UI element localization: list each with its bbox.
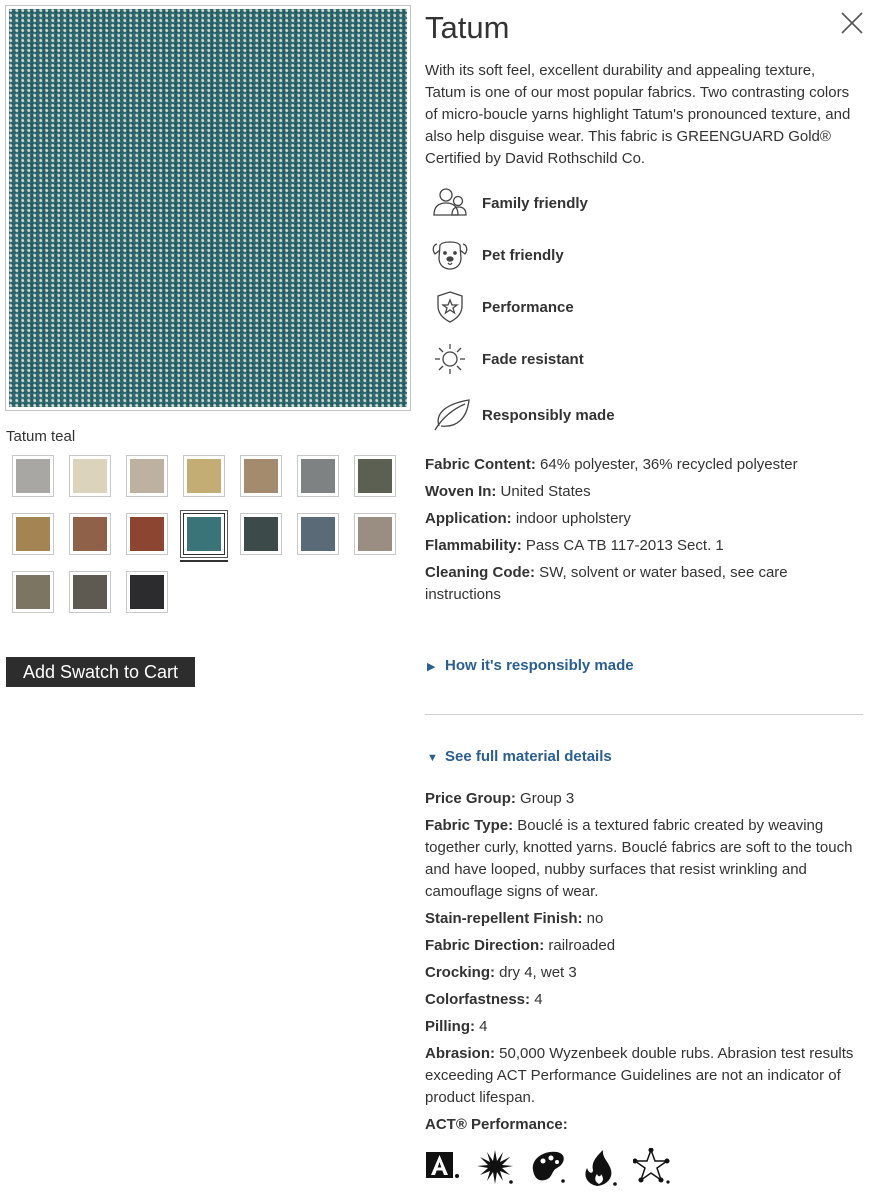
swatch-color: [130, 459, 164, 493]
main-fabric-image: [5, 5, 411, 411]
act-colorfastness-wet-icon: [529, 1148, 567, 1188]
swatch-color: [16, 575, 50, 609]
feature-label: Responsibly made: [482, 407, 615, 424]
selected-swatch-frame: [180, 510, 228, 558]
detail-price-group: Price Group: Group 3: [425, 790, 575, 807]
product-title: Tatum: [425, 10, 510, 45]
swatch-color: [16, 459, 50, 493]
swatch-color: [301, 517, 335, 551]
detail-stain-repellent: Stain-repellent Finish: no: [425, 910, 604, 927]
swatch-color: [244, 459, 278, 493]
feature-performance: [425, 286, 825, 326]
color-swatch[interactable]: [69, 513, 111, 555]
caret-right-icon: ▶: [427, 661, 436, 673]
leaf-icon: [431, 398, 469, 432]
color-swatch[interactable]: [69, 571, 111, 613]
detail-fabric-direction: Fabric Direction: railroaded: [425, 937, 616, 954]
swatch-color: [16, 517, 50, 551]
swatch-color: [130, 517, 164, 551]
swatch-color: [244, 517, 278, 551]
spec-woven-in: Woven In: United States: [425, 483, 591, 500]
act-colorfastness-light-icon: [477, 1148, 515, 1188]
detail-abrasion: Abrasion: 50,000 Wyzenbeek double rubs. Abrasion test results exceeding ACT Performance Guidelines are not an indicator of product lifespan.: [425, 1045, 854, 1106]
expander-label: See full material details: [445, 748, 612, 765]
feature-family-friendly: [425, 182, 825, 222]
material-details: [425, 788, 855, 1141]
caret-down-icon: ▼: [427, 752, 438, 764]
swatch-color: [130, 575, 164, 609]
spec-list: [425, 454, 855, 611]
color-swatch[interactable]: [354, 513, 396, 555]
swatch-color: [301, 459, 335, 493]
responsibly-made-expander[interactable]: [427, 657, 634, 674]
color-swatch[interactable]: [126, 455, 168, 497]
act-physical-properties-icon: [633, 1148, 671, 1188]
color-swatch[interactable]: [12, 571, 54, 613]
feature-fade-resistant: [425, 338, 825, 378]
feature-label: Fade resistant: [482, 351, 584, 368]
color-swatch[interactable]: [12, 513, 54, 555]
act-performance-icons: [425, 1148, 685, 1188]
detail-crocking: Crocking: dry 4, wet 3: [425, 964, 577, 981]
color-swatch[interactable]: [183, 455, 225, 497]
swatch-color: [187, 459, 221, 493]
family-icon: [431, 186, 469, 220]
fabric-texture: [9, 9, 407, 407]
swatch-color: [358, 459, 392, 493]
color-swatch[interactable]: [126, 513, 168, 555]
color-swatch[interactable]: [354, 455, 396, 497]
detail-act-performance: ACT® Performance:: [425, 1116, 568, 1133]
swatch-color: [73, 575, 107, 609]
color-swatch[interactable]: [126, 571, 168, 613]
product-description: With its soft feel, excellent durability and appealing texture, Tatum is one of our most popular fabrics. Two contrasting colors of micro-boucle yarns highlight Tatum's pronounced texture, and also help disguise wear. This fabric is GREENGUARD Gold® Certified by David Rothschild Co.: [425, 62, 851, 167]
selected-color-name: Tatum teal: [6, 428, 76, 445]
feature-label: Pet friendly: [482, 247, 564, 264]
act-flammability-icon: [581, 1148, 619, 1188]
add-swatch-to-cart-button[interactable]: Add Swatch to Cart: [6, 657, 195, 687]
spec-fabric-content: Fabric Content: 64% polyester, 36% recycled polyester: [425, 456, 798, 473]
spec-flammability: Flammability: Pass CA TB 117-2013 Sect. 1: [425, 537, 724, 554]
dog-icon: [431, 238, 469, 272]
material-details-expander[interactable]: [427, 748, 612, 765]
color-swatch[interactable]: [240, 455, 282, 497]
detail-fabric-type: Fabric Type: Bouclé is a textured fabric created by weaving together curly, knotted yarns. Bouclé fabrics are soft to the touch and have looped, nubby surfaces that resist wrinkling and camouflage signs of wear.: [425, 817, 853, 900]
act-abrasion-icon: [425, 1148, 463, 1188]
detail-pilling: Pilling: 4: [425, 1018, 488, 1035]
feature-pet-friendly: [425, 234, 825, 274]
feature-label: Family friendly: [482, 195, 588, 212]
color-swatch[interactable]: [69, 455, 111, 497]
sun-icon: [431, 342, 469, 376]
spec-cleaning-code: Cleaning Code: SW, solvent or water based, see care instructions: [425, 564, 788, 603]
shield-star-icon: [431, 290, 469, 324]
expander-label: How it's responsibly made: [445, 657, 634, 674]
color-swatch[interactable]: [240, 513, 282, 555]
section-divider: [425, 714, 863, 715]
color-swatch[interactable]: [297, 455, 339, 497]
swatch-color: [358, 517, 392, 551]
detail-colorfastness: Colorfastness: 4: [425, 991, 543, 1008]
swatch-color: [73, 459, 107, 493]
color-swatch[interactable]: [183, 513, 225, 555]
feature-responsibly-made: [425, 394, 825, 434]
spec-application: Application: indoor upholstery: [425, 510, 631, 527]
close-icon[interactable]: [838, 9, 866, 37]
swatch-color: [73, 517, 107, 551]
color-swatch[interactable]: [12, 455, 54, 497]
feature-label: Performance: [482, 299, 574, 316]
color-swatch[interactable]: [297, 513, 339, 555]
